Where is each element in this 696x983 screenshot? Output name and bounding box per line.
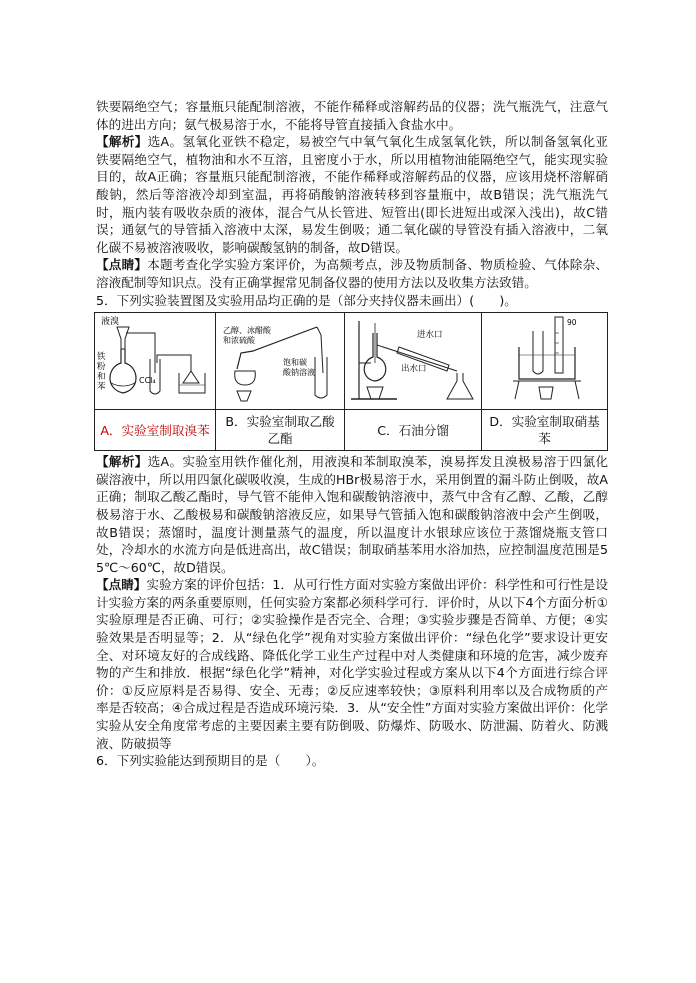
svg-text:粉: 粉	[97, 362, 106, 373]
comment-tag: 【点睛】	[96, 257, 148, 273]
analysis-tag: 【解析】	[96, 454, 148, 470]
label-sat-solution: 饱和碳	[283, 358, 308, 368]
apparatus-table	[94, 312, 608, 451]
intro-paragraph: 铁要隔绝空气；容量瓶只能配制溶液，不能作稀释或溶解药品的仪器；洗气瓶洗气，注意气体的进出方向；氨气极易溶于水，不能将导管直接插入食盐水中。	[96, 99, 608, 132]
figure-b	[216, 313, 345, 410]
bromobenzene-apparatus-icon	[95, 313, 215, 405]
question-5: 5．下列实验装置图及实验用品均正确的是（部分夹持仪器未画出）( )。	[96, 292, 517, 308]
analysis-q5	[96, 453, 608, 576]
comment-text: 本题考查化学实验方案评价，为高频考点，涉及物质制备、物质检验、气体除杂、溶液配制等知识点。没有正确掌握常见制备仪器的使用方法以及收集方法致错。	[96, 257, 609, 290]
svg-text:苯: 苯	[97, 382, 106, 393]
question-6: 6．下列实验能达到预期目的是（ ）。	[96, 753, 325, 769]
svg-text:和浓硫酸: 和浓硫酸	[223, 336, 256, 346]
svg-text:和: 和	[97, 372, 106, 383]
document-page	[96, 98, 608, 770]
label-reagents: 乙醇、冰醋酸	[223, 326, 272, 336]
label-iron-benzene: 铁	[97, 352, 106, 363]
label-bromine: 液溴	[101, 317, 120, 328]
fractionation-apparatus-icon	[345, 313, 481, 405]
figure-a	[95, 313, 216, 410]
analysis-text: 选A。氢氧化亚铁不稳定，易被空气中氧气氧化生成氢氧化铁，所以制备氢氧化亚铁要隔绝空气，植物油和水不互溶，且密度小于水，所以用植物油能隔绝空气，能实现实验目的，故A正确；容量瓶只能配制溶液，不能作稀释或溶解药品的仪器，应该用烧杯溶解硝酸钠，然后等溶液冷却到室温，再将硝酸钠溶液转移到容量瓶中，故B错误；洗气瓶洗气时，瓶内装有吸收杂质的液体，混合气从长管进、短管出(即长进短出或深入浅出)，故C错误；通氨气的导管插入溶液中太深，易发生倒吸；通二氧化碳的导管没有插入溶液中，二氧化碳不易被溶液吸收，影响碳酸氢钠的制备，故D错误。	[96, 134, 609, 255]
comment-q5	[96, 576, 608, 752]
label-water-out: 出水口	[401, 364, 427, 375]
option-c: C．石油分馏	[345, 410, 482, 451]
figure-d	[482, 313, 608, 410]
nitrobenzene-apparatus-icon	[483, 313, 607, 405]
option-b: B．实验室制取乙酸乙酯	[216, 410, 345, 451]
comment-text: 实验方案的评价包括：1．从可行性方面对实验方案做出评价：科学性和可行性是设计实验方案的两条重要原则，任何实验方案都必须科学可行．评价时，从以下4个方面分析①实验原理是否正确、可行；②实验操作是否完全、合理；③实验步骤是否简单、方便；④实验效果是否明显等；2．从“绿色化学”视角对实验方案做出评价：“绿色化学”要求设计更安全、对环境友好的合成线路、降低化学工业生产过程中对人类健康和环境的危害，减少废弃物的产生和排放．根据“绿色化学”精神，对化学实验过程或方案从以下4个方面进行综合评价：①反应原料是否易得、安全、无毒；②反应速率较快；③原料利用率以及合成物质的产率是否较高；④合成过程是否造成环境污染．3．从“安全性”方面对实验方案做出评价：化学实验从安全角度常考虑的主要因素主要有防倒吸、防爆炸、防吸水、防泄漏、防着火、防溅液、防破损等	[96, 577, 609, 751]
analysis-tag: 【解析】	[96, 134, 148, 150]
figure-c	[345, 313, 482, 410]
svg-text:酸钠溶液: 酸钠溶液	[283, 368, 316, 378]
ethyl-acetate-apparatus-icon	[217, 313, 343, 405]
option-d: D．实验室制取硝基苯	[482, 410, 608, 451]
analysis-text: 选A。实验室用铁作催化剂，用液溴和苯制取溴苯，溴易挥发且溴极易溶于四氯化碳溶液中，所以用四氯化碳吸收溴，生成的HBr极易溶于水，采用倒置的漏斗防止倒吸，故A正确；制取乙酸乙酯时，导气管不能伸入饱和碳酸钠溶液中，蒸气中含有乙醇、乙酸，乙醇极易溶于水、乙酸极易和碳酸钠溶液反应，如果导气管插入饱和碳酸钠溶液中会产生倒吸，故B错误；蒸馏时，温度计测量蒸气的温度，所以温度计水银球应该位于蒸馏烧瓶支管口处，冷却水的水流方向是低进高出，故C错误；制取硝基苯用水浴加热，应控制温度范围是55℃～60℃，故D错误。	[96, 454, 609, 575]
label-water-in: 进水口	[417, 330, 443, 341]
comment-q4	[96, 256, 608, 291]
label-scale-90: 90	[566, 318, 577, 328]
comment-tag: 【点睛】	[96, 577, 147, 593]
option-a: A．实验室制取溴苯	[95, 410, 216, 451]
analysis-q4	[96, 133, 608, 256]
label-ccl4: CCl₄	[139, 376, 156, 386]
